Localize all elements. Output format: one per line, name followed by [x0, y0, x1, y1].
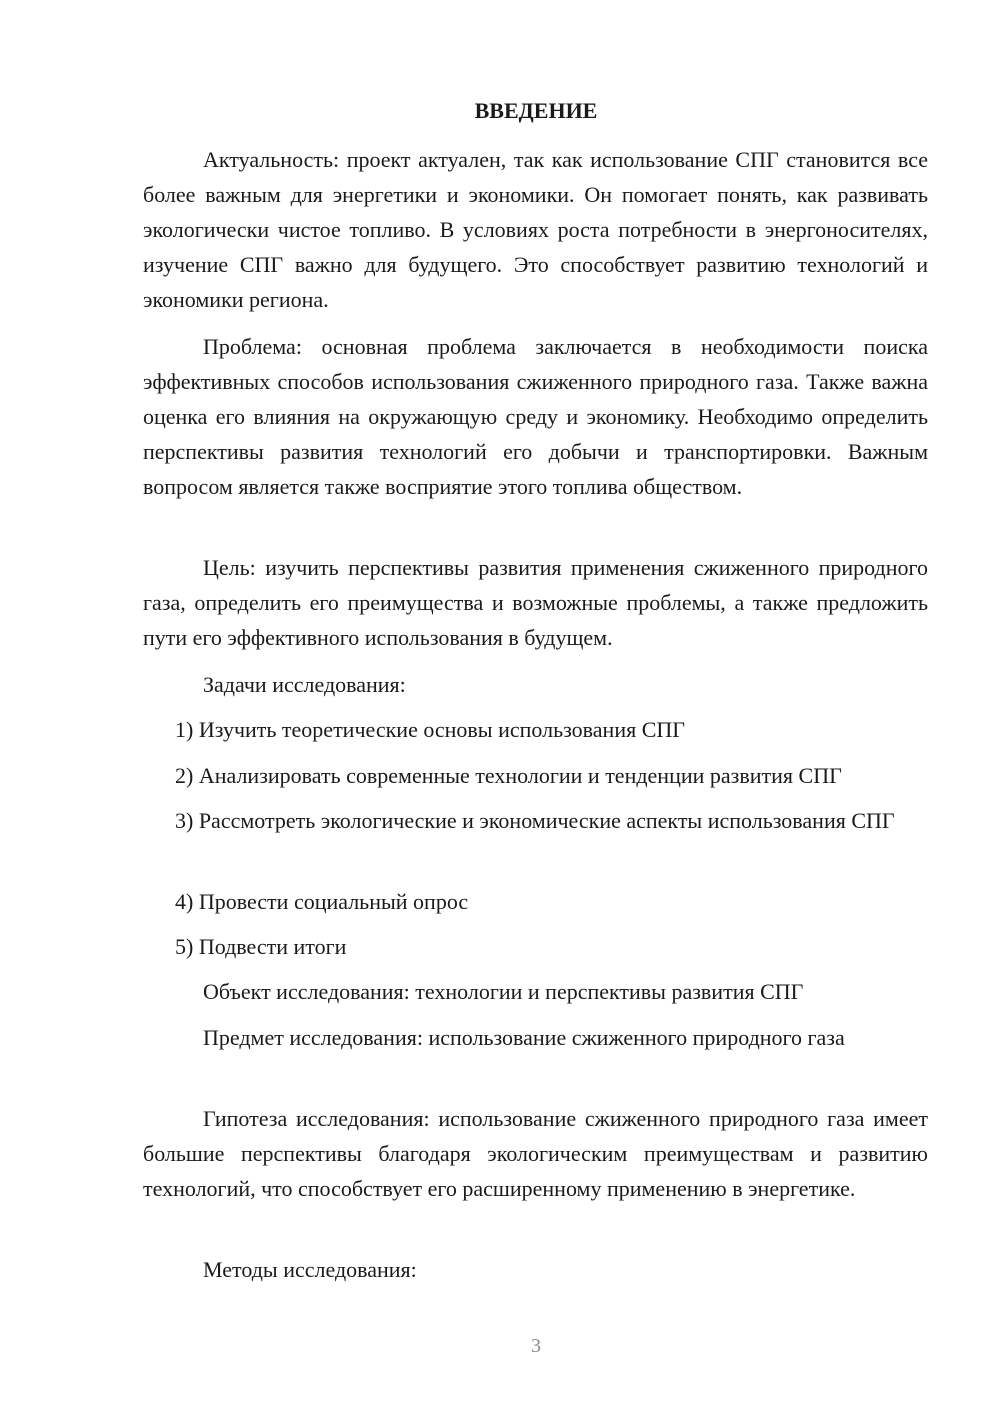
paragraph-relevance: Актуальность: проект актуален, так как использование СПГ становится все более важным для энергетики и экономики. Он помогает понять, как развивать экологически чистое топливо. В условиях роста потребности в энергоносителях, изучение СПГ важно для будущего. Это способствует развитию технологий и экономики региона. [143, 147, 928, 312]
task-item-3: 3) Рассмотреть экологические и экономические аспекты использования СПГ [175, 808, 895, 833]
task-item-2: 2) Анализировать современные технологии и тенденции развития СПГ [175, 763, 842, 788]
task-item-5: 5) Подвести итоги [175, 934, 347, 959]
tasks-heading: Задачи исследования: [203, 672, 406, 697]
paragraph-object: Объект исследования: технологии и перспективы развития СПГ [203, 979, 804, 1004]
task-item-4: 4) Провести социальный опрос [175, 889, 469, 914]
paragraph-hypothesis: Гипотеза исследования: использование сжиженного природного газа имеет большие перспективы благодаря экологическим преимуществам и развитию технологий, что способствует его расширенному применению в энергетике. [143, 1106, 928, 1201]
page-number: 3 [531, 1335, 541, 1357]
paragraph-problem: Проблема: основная проблема заключается в необходимости поиска эффективных способов использования сжиженного природного газа. Также важна оценка его влияния на окружающую среду и экономику. Необходимо определить перспективы развития технологий его добычи и транспортировки. Важным вопросом является также восприятие этого топлива обществом. [143, 334, 928, 499]
methods-heading: Методы исследования: [203, 1257, 417, 1282]
section-title: ВВЕДЕНИЕ [474, 98, 598, 123]
paragraph-goal: Цель: изучить перспективы развития применения сжиженного природного газа, определить его преимущества и возможные проблемы, а также предложить пути его эффективного использования в будущем. [143, 555, 928, 650]
task-item-1: 1) Изучить теоретические основы использования СПГ [175, 717, 685, 742]
paragraph-subject: Предмет исследования: использование сжиженного природного газа [203, 1025, 845, 1050]
